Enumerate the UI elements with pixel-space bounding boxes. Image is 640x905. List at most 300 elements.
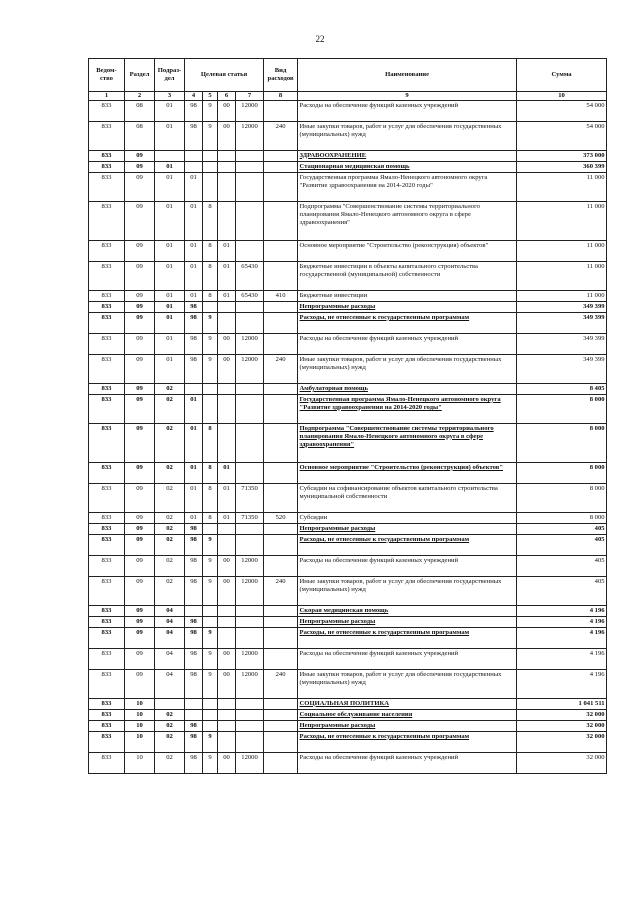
cell-program: 98	[185, 648, 203, 669]
cell-amount: 54 000	[517, 121, 607, 150]
cell-razdel: 09	[125, 627, 155, 648]
cell-name: Непрограммные расходы	[298, 301, 517, 312]
cell-name: Социальное обслуживание населения	[298, 709, 517, 720]
cell-vedomstvo: 833	[89, 512, 125, 523]
cell-name: Расходы, не отнесенные к государственным программам	[298, 627, 517, 648]
cell-expense-type	[264, 462, 298, 483]
cell-vedomstvo: 833	[89, 423, 125, 462]
table-row	[89, 240, 607, 261]
cell-direction: 71350	[236, 483, 264, 512]
cell-vedomstvo: 833	[89, 100, 125, 121]
cell-expense-type	[264, 709, 298, 720]
cell-podrazdel: 01	[155, 290, 185, 301]
cell-podrazdel: 04	[155, 627, 185, 648]
cell-direction	[236, 394, 264, 423]
cell-amount: 8 000	[517, 483, 607, 512]
cell-subprogram: 8	[203, 290, 218, 301]
cell-razdel: 09	[125, 312, 155, 333]
cell-podrazdel: 01	[155, 333, 185, 354]
cell-vedomstvo: 833	[89, 720, 125, 731]
col-number: 3	[155, 92, 185, 101]
cell-expense-type	[264, 333, 298, 354]
col-number: 1	[89, 92, 125, 101]
table-row	[89, 576, 607, 605]
cell-razdel: 09	[125, 462, 155, 483]
cell-vedomstvo: 833	[89, 201, 125, 240]
cell-expense-type	[264, 423, 298, 462]
cell-direction: 12000	[236, 333, 264, 354]
cell-vedomstvo: 833	[89, 150, 125, 161]
cell-event	[218, 605, 236, 616]
cell-vedomstvo: 833	[89, 383, 125, 394]
cell-program: 98	[185, 731, 203, 752]
cell-amount: 4 196	[517, 648, 607, 669]
cell-amount: 405	[517, 523, 607, 534]
cell-program	[185, 605, 203, 616]
cell-razdel: 09	[125, 669, 155, 698]
cell-name: Расходы на обеспечение функций казенных учреждений	[298, 752, 517, 773]
cell-expense-type: 410	[264, 290, 298, 301]
cell-name: Основное мероприятие "Строительство (реконструкция) объектов"	[298, 462, 517, 483]
cell-name: Субсидии	[298, 512, 517, 523]
cell-razdel: 09	[125, 172, 155, 201]
cell-event: 01	[218, 261, 236, 290]
table-row	[89, 698, 607, 709]
header-vedomstvo: Ведом-ство	[89, 59, 125, 92]
cell-razdel: 09	[125, 201, 155, 240]
cell-amount: 349 399	[517, 333, 607, 354]
cell-direction	[236, 698, 264, 709]
cell-event	[218, 627, 236, 648]
cell-razdel: 09	[125, 616, 155, 627]
cell-podrazdel: 01	[155, 312, 185, 333]
cell-direction	[236, 720, 264, 731]
cell-subprogram	[203, 523, 218, 534]
cell-direction: 12000	[236, 354, 264, 383]
table-row	[89, 383, 607, 394]
cell-direction	[236, 172, 264, 201]
cell-program: 01	[185, 172, 203, 201]
cell-name: Расходы на обеспечение функций казенных учреждений	[298, 648, 517, 669]
cell-expense-type	[264, 752, 298, 773]
cell-direction: 12000	[236, 648, 264, 669]
cell-vedomstvo: 833	[89, 240, 125, 261]
cell-vedomstvo: 833	[89, 605, 125, 616]
cell-event	[218, 150, 236, 161]
cell-direction	[236, 312, 264, 333]
header-summa: Сумма	[517, 59, 607, 92]
col-number: 6	[218, 92, 236, 101]
cell-expense-type: 520	[264, 512, 298, 523]
cell-subprogram: 9	[203, 627, 218, 648]
table-row	[89, 512, 607, 523]
col-number: 9	[298, 92, 517, 101]
cell-amount: 11 000	[517, 261, 607, 290]
table-row	[89, 731, 607, 752]
cell-direction: 12000	[236, 669, 264, 698]
cell-name: Расходы на обеспечение функций казенных учреждений	[298, 100, 517, 121]
cell-event	[218, 394, 236, 423]
cell-program: 98	[185, 555, 203, 576]
cell-event: 01	[218, 483, 236, 512]
cell-name: Иные закупки товаров, работ и услуг для обеспечения государственных (муниципальных) нужд	[298, 669, 517, 698]
cell-razdel: 09	[125, 555, 155, 576]
cell-name: Расходы, не отнесенные к государственным программам	[298, 731, 517, 752]
cell-podrazdel: 04	[155, 669, 185, 698]
cell-vedomstvo: 833	[89, 752, 125, 773]
cell-podrazdel: 01	[155, 161, 185, 172]
cell-razdel: 10	[125, 731, 155, 752]
cell-expense-type: 240	[264, 576, 298, 605]
cell-event	[218, 172, 236, 201]
cell-direction	[236, 616, 264, 627]
cell-razdel: 09	[125, 240, 155, 261]
cell-podrazdel: 02	[155, 709, 185, 720]
cell-expense-type	[264, 483, 298, 512]
cell-razdel: 09	[125, 354, 155, 383]
cell-subprogram	[203, 301, 218, 312]
cell-vedomstvo: 833	[89, 669, 125, 698]
cell-razdel: 10	[125, 752, 155, 773]
cell-program: 98	[185, 576, 203, 605]
cell-expense-type	[264, 555, 298, 576]
cell-direction: 65430	[236, 290, 264, 301]
cell-subprogram: 9	[203, 648, 218, 669]
table-row	[89, 720, 607, 731]
cell-subprogram: 8	[203, 240, 218, 261]
cell-program: 98	[185, 616, 203, 627]
cell-direction	[236, 462, 264, 483]
cell-program: 01	[185, 201, 203, 240]
col-number: 2	[125, 92, 155, 101]
cell-subprogram	[203, 698, 218, 709]
cell-expense-type	[264, 627, 298, 648]
cell-expense-type	[264, 534, 298, 555]
cell-event: 00	[218, 100, 236, 121]
cell-event	[218, 731, 236, 752]
cell-program: 98	[185, 752, 203, 773]
cell-program: 98	[185, 720, 203, 731]
cell-name: Иные закупки товаров, работ и услуг для обеспечения государственных (муниципальных) нужд	[298, 576, 517, 605]
cell-podrazdel: 04	[155, 605, 185, 616]
cell-vedomstvo: 833	[89, 161, 125, 172]
cell-name: Основное мероприятие "Строительство (реконструкция) объектов"	[298, 240, 517, 261]
cell-subprogram: 8	[203, 423, 218, 462]
cell-amount: 4 196	[517, 627, 607, 648]
table-row	[89, 752, 607, 773]
header-podrazdel: Подраз-дел	[155, 59, 185, 92]
cell-direction	[236, 709, 264, 720]
cell-program: 01	[185, 423, 203, 462]
cell-razdel: 09	[125, 261, 155, 290]
cell-name: Непрограммные расходы	[298, 523, 517, 534]
cell-event	[218, 720, 236, 731]
cell-program: 98	[185, 534, 203, 555]
cell-program: 98	[185, 301, 203, 312]
cell-podrazdel: 02	[155, 534, 185, 555]
cell-vedomstvo: 833	[89, 698, 125, 709]
cell-event: 00	[218, 648, 236, 669]
cell-program: 98	[185, 523, 203, 534]
cell-name: Непрограммные расходы	[298, 616, 517, 627]
table-row	[89, 462, 607, 483]
cell-program: 01	[185, 483, 203, 512]
table-row	[89, 555, 607, 576]
cell-razdel: 09	[125, 383, 155, 394]
cell-amount: 349 399	[517, 301, 607, 312]
cell-name: Государственная программа Ямало-Ненецкого автономного округа "Развитие здравоохранения на 2014-2020 годы"	[298, 394, 517, 423]
cell-program: 98	[185, 354, 203, 383]
cell-expense-type	[264, 394, 298, 423]
cell-vedomstvo: 833	[89, 121, 125, 150]
cell-razdel: 08	[125, 100, 155, 121]
cell-vedomstvo: 833	[89, 576, 125, 605]
cell-amount: 405	[517, 555, 607, 576]
cell-event	[218, 201, 236, 240]
cell-razdel: 09	[125, 605, 155, 616]
cell-amount: 54 000	[517, 100, 607, 121]
cell-podrazdel: 01	[155, 100, 185, 121]
cell-event: 00	[218, 121, 236, 150]
cell-razdel: 09	[125, 576, 155, 605]
cell-podrazdel: 01	[155, 261, 185, 290]
cell-expense-type	[264, 201, 298, 240]
cell-razdel: 09	[125, 290, 155, 301]
cell-podrazdel: 02	[155, 483, 185, 512]
table-row	[89, 290, 607, 301]
cell-expense-type	[264, 261, 298, 290]
cell-event	[218, 161, 236, 172]
cell-event	[218, 383, 236, 394]
cell-program: 98	[185, 627, 203, 648]
cell-vedomstvo: 833	[89, 555, 125, 576]
cell-podrazdel: 02	[155, 731, 185, 752]
cell-name: Амбулаторная помощь	[298, 383, 517, 394]
cell-program: 01	[185, 394, 203, 423]
cell-amount: 11 000	[517, 240, 607, 261]
cell-vedomstvo: 833	[89, 648, 125, 669]
cell-podrazdel: 01	[155, 172, 185, 201]
cell-expense-type	[264, 720, 298, 731]
cell-razdel: 09	[125, 161, 155, 172]
cell-razdel: 09	[125, 423, 155, 462]
cell-subprogram: 9	[203, 576, 218, 605]
cell-direction	[236, 523, 264, 534]
cell-vedomstvo: 833	[89, 616, 125, 627]
cell-subprogram	[203, 709, 218, 720]
cell-subprogram: 8	[203, 462, 218, 483]
cell-name: Бюджетные инвестиции	[298, 290, 517, 301]
cell-event: 00	[218, 576, 236, 605]
cell-expense-type: 240	[264, 121, 298, 150]
cell-razdel: 09	[125, 523, 155, 534]
cell-name: Иные закупки товаров, работ и услуг для обеспечения государственных (муниципальных) нужд	[298, 354, 517, 383]
table-row	[89, 616, 607, 627]
cell-amount: 32 000	[517, 731, 607, 752]
cell-direction: 12000	[236, 555, 264, 576]
table-row	[89, 627, 607, 648]
cell-program: 98	[185, 669, 203, 698]
cell-razdel: 09	[125, 648, 155, 669]
cell-direction: 12000	[236, 121, 264, 150]
cell-vedomstvo: 833	[89, 290, 125, 301]
cell-subprogram: 9	[203, 555, 218, 576]
cell-program: 98	[185, 312, 203, 333]
cell-podrazdel: 02	[155, 752, 185, 773]
cell-podrazdel: 02	[155, 383, 185, 394]
cell-direction	[236, 731, 264, 752]
cell-subprogram: 8	[203, 483, 218, 512]
cell-subprogram: 9	[203, 752, 218, 773]
cell-vedomstvo: 833	[89, 172, 125, 201]
cell-vedomstvo: 833	[89, 709, 125, 720]
cell-podrazdel: 01	[155, 301, 185, 312]
cell-podrazdel: 01	[155, 240, 185, 261]
cell-amount: 8 000	[517, 423, 607, 462]
cell-podrazdel: 02	[155, 555, 185, 576]
cell-vedomstvo: 833	[89, 354, 125, 383]
table-row	[89, 354, 607, 383]
cell-razdel: 09	[125, 394, 155, 423]
cell-expense-type	[264, 240, 298, 261]
cell-razdel: 09	[125, 512, 155, 523]
cell-name: СОЦИАЛЬНАЯ ПОЛИТИКА	[298, 698, 517, 709]
cell-razdel: 09	[125, 333, 155, 354]
cell-event	[218, 534, 236, 555]
cell-event: 00	[218, 555, 236, 576]
cell-podrazdel: 02	[155, 576, 185, 605]
table-body	[89, 100, 607, 773]
cell-program	[185, 698, 203, 709]
cell-expense-type	[264, 100, 298, 121]
cell-name: Государственная программа Ямало-Ненецкого автономного округа "Развитие здравоохранения на 2014-2020 годы"	[298, 172, 517, 201]
cell-razdel: 10	[125, 720, 155, 731]
cell-subprogram: 9	[203, 669, 218, 698]
cell-vedomstvo: 833	[89, 523, 125, 534]
cell-amount: 8 405	[517, 383, 607, 394]
table-row	[89, 423, 607, 462]
cell-subprogram: 9	[203, 121, 218, 150]
cell-podrazdel: 02	[155, 394, 185, 423]
table-row	[89, 172, 607, 201]
cell-amount: 373 000	[517, 150, 607, 161]
cell-subprogram: 9	[203, 312, 218, 333]
cell-podrazdel: 04	[155, 648, 185, 669]
cell-subprogram	[203, 383, 218, 394]
table-row	[89, 301, 607, 312]
cell-subprogram: 8	[203, 261, 218, 290]
cell-amount: 360 399	[517, 161, 607, 172]
header-celevaya: Целевая статья	[185, 59, 264, 92]
cell-razdel: 08	[125, 121, 155, 150]
cell-expense-type	[264, 172, 298, 201]
cell-amount: 8 000	[517, 394, 607, 423]
cell-direction	[236, 627, 264, 648]
cell-expense-type	[264, 383, 298, 394]
cell-name: Расходы на обеспечение функций казенных учреждений	[298, 333, 517, 354]
cell-name: Стационарная медицинская помощь	[298, 161, 517, 172]
cell-amount: 405	[517, 576, 607, 605]
cell-vedomstvo: 833	[89, 483, 125, 512]
cell-amount: 349 399	[517, 312, 607, 333]
column-number-row	[89, 92, 607, 101]
cell-event	[218, 523, 236, 534]
cell-vedomstvo: 833	[89, 534, 125, 555]
cell-subprogram	[203, 394, 218, 423]
cell-subprogram: 9	[203, 731, 218, 752]
cell-name: Иные закупки товаров, работ и услуг для обеспечения государственных (муниципальных) нужд	[298, 121, 517, 150]
cell-program: 01	[185, 240, 203, 261]
table-row	[89, 669, 607, 698]
cell-razdel: 10	[125, 709, 155, 720]
cell-expense-type	[264, 301, 298, 312]
cell-direction	[236, 383, 264, 394]
cell-expense-type	[264, 523, 298, 534]
cell-direction	[236, 605, 264, 616]
cell-event: 01	[218, 240, 236, 261]
cell-subprogram: 9	[203, 354, 218, 383]
cell-subprogram: 8	[203, 201, 218, 240]
cell-event	[218, 312, 236, 333]
cell-subprogram	[203, 161, 218, 172]
cell-program	[185, 150, 203, 161]
cell-direction	[236, 161, 264, 172]
cell-program: 98	[185, 333, 203, 354]
cell-direction: 71350	[236, 512, 264, 523]
cell-expense-type: 240	[264, 354, 298, 383]
table-row	[89, 483, 607, 512]
cell-amount: 32 000	[517, 709, 607, 720]
cell-program: 98	[185, 100, 203, 121]
cell-razdel: 09	[125, 150, 155, 161]
cell-event: 01	[218, 512, 236, 523]
cell-name: Бюджетные инвестиции в объекты капитального строительства государственной (муниципальной) собственности	[298, 261, 517, 290]
table-row	[89, 100, 607, 121]
cell-direction	[236, 423, 264, 462]
cell-subprogram: 9	[203, 333, 218, 354]
cell-direction	[236, 150, 264, 161]
cell-amount: 11 000	[517, 201, 607, 240]
cell-podrazdel: 02	[155, 423, 185, 462]
col-number: 4	[185, 92, 203, 101]
budget-table	[88, 58, 607, 774]
cell-expense-type	[264, 616, 298, 627]
cell-expense-type	[264, 150, 298, 161]
cell-event: 00	[218, 333, 236, 354]
cell-direction	[236, 201, 264, 240]
cell-podrazdel: 01	[155, 121, 185, 150]
cell-subprogram	[203, 616, 218, 627]
cell-vedomstvo: 833	[89, 462, 125, 483]
col-number: 5	[203, 92, 218, 101]
cell-event: 01	[218, 462, 236, 483]
table-row	[89, 201, 607, 240]
cell-event	[218, 301, 236, 312]
cell-expense-type	[264, 731, 298, 752]
cell-amount: 4 196	[517, 616, 607, 627]
cell-amount: 405	[517, 534, 607, 555]
cell-podrazdel: 02	[155, 462, 185, 483]
cell-event: 00	[218, 669, 236, 698]
cell-razdel: 09	[125, 301, 155, 312]
cell-event	[218, 423, 236, 462]
cell-razdel: 09	[125, 483, 155, 512]
header-razdel: Раздел	[125, 59, 155, 92]
cell-event	[218, 616, 236, 627]
col-number: 7	[236, 92, 264, 101]
table-row	[89, 709, 607, 720]
cell-amount: 8 000	[517, 462, 607, 483]
